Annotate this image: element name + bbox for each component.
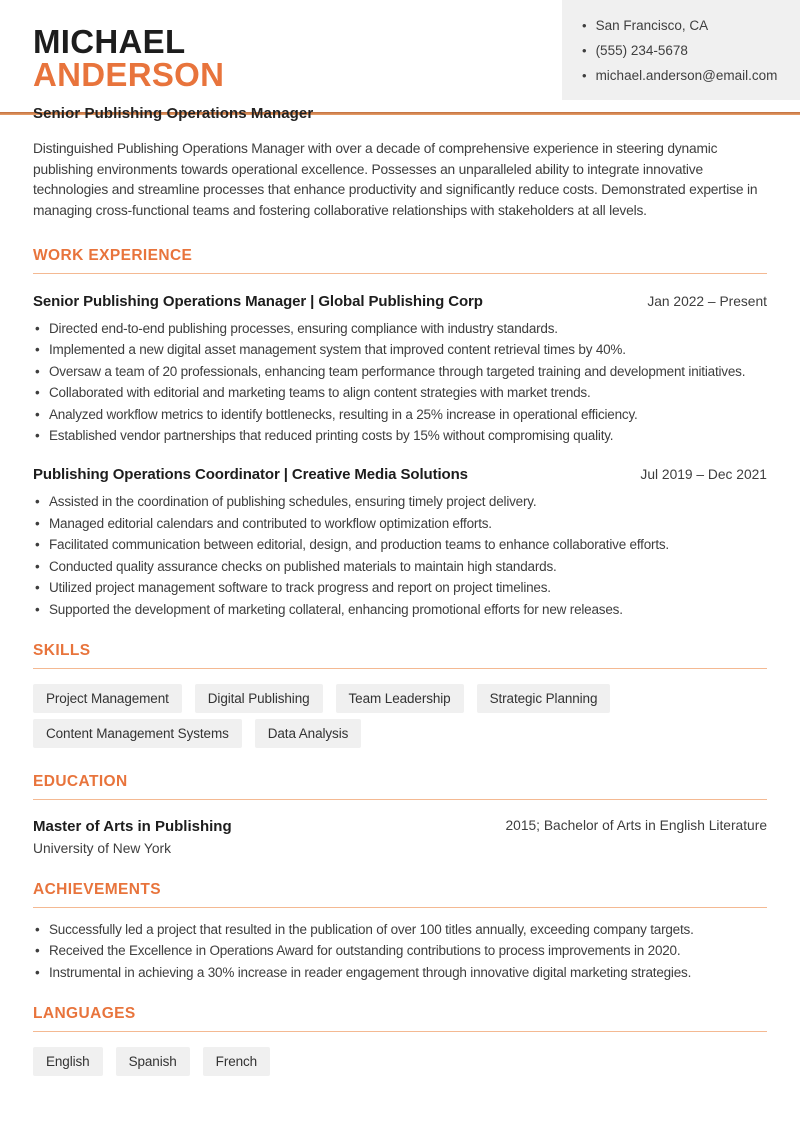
contact-text: (555) 234-5678 xyxy=(595,43,688,58)
job-list xyxy=(33,293,767,617)
job-bullet-item: • Implemented a new digital asset management system that improved content retrieval times by 40%. xyxy=(33,343,767,357)
job-bullet-list xyxy=(33,495,767,617)
header-job-title: Senior Publishing Operations Manager xyxy=(33,105,314,122)
education-degree: Master of Arts in Publishing xyxy=(33,817,232,835)
job-bullet-item: • Utilized project management software to track progress and report on project timelines. xyxy=(33,581,767,595)
header xyxy=(33,0,778,122)
contact-item xyxy=(582,38,788,63)
section-title-skills: SKILLS xyxy=(33,642,767,669)
skill-tag: Team Leadership xyxy=(336,684,464,713)
achievement-item: • Instrumental in achieving a 30% increase in reader engagement through innovative digital marketing strategies. xyxy=(33,966,767,980)
contact-text: San Francisco, CA xyxy=(595,18,709,33)
job-title: Senior Publishing Operations Manager | Global Publishing Corp xyxy=(33,292,483,310)
skill-tag-list xyxy=(33,684,767,748)
job-bullet-item: • Assisted in the coordination of publishing schedules, ensuring timely project delivery. xyxy=(33,495,767,509)
contact-item xyxy=(582,13,788,38)
summary-paragraph: Distinguished Publishing Operations Manager with over a decade of comprehensive experience in steering dynamic publishing environments towards operational excellence. Possesses an unparalleled ability to integrate innovative technologies and streamline processes that enhance productivity and significantly reduce costs. Demonstrated expertise in managing cross-functional teams and fostering collaborative relationships with stakeholders at all levels. xyxy=(33,141,758,219)
job-date: Jul 2019 – Dec 2021 xyxy=(640,467,767,483)
section-title-languages: LANGUAGES xyxy=(33,1005,767,1032)
education-school: University of New York xyxy=(33,840,172,856)
achievement-list xyxy=(33,923,767,980)
section-work-experience xyxy=(33,247,767,617)
first-name: MICHAEL xyxy=(33,23,186,60)
skill-tag: Digital Publishing xyxy=(195,684,323,713)
job-title: Publishing Operations Coordinator | Creative Media Solutions xyxy=(33,466,468,484)
job-date: Jan 2022 – Present xyxy=(647,293,767,309)
contact-text: michael.anderson@email.com xyxy=(595,68,778,83)
skill-tag: Project Management xyxy=(33,684,182,713)
education-details: 2015; Bachelor of Arts in English Literature xyxy=(505,817,767,833)
section-languages xyxy=(33,1005,767,1076)
education-entry xyxy=(33,818,767,856)
bullet-icon: • xyxy=(582,68,587,83)
job-entry xyxy=(33,293,767,444)
job-bullet-item: • Established vendor partnerships that reduced printing costs by 15% without compromising quality. xyxy=(33,429,767,443)
skill-tag: Data Analysis xyxy=(255,719,362,748)
job-header xyxy=(33,293,767,310)
education-left xyxy=(33,818,232,856)
job-bullet-item: • Facilitated communication between editorial, design, and production teams to enhance collaborative efforts. xyxy=(33,538,767,552)
bullet-icon: • xyxy=(582,43,587,58)
job-bullet-item: • Managed editorial calendars and contributed to workflow optimization efforts. xyxy=(33,517,767,531)
achievement-item: • Received the Excellence in Operations Award for outstanding contributions to process improvements in 2020. xyxy=(33,944,767,958)
job-bullet-item: • Analyzed workflow metrics to identify bottlenecks, resulting in a 25% increase in operational efficiency. xyxy=(33,408,767,422)
last-name: ANDERSON xyxy=(33,56,225,93)
job-bullet-item: • Collaborated with editorial and marketing teams to align content strategies with market trends. xyxy=(33,386,767,400)
bullet-icon: • xyxy=(582,18,587,33)
achievement-item: • Successfully led a project that resulted in the publication of over 100 titles annually, exceeding company targets. xyxy=(33,923,767,937)
section-title-education: EDUCATION xyxy=(33,773,767,800)
contact-box xyxy=(562,0,800,100)
section-title-work: WORK EXPERIENCE xyxy=(33,247,767,274)
language-tag-list xyxy=(33,1047,767,1076)
job-bullet-item: • Supported the development of marketing collateral, enhancing promotional efforts for new releases. xyxy=(33,603,767,617)
language-tag: English xyxy=(33,1047,103,1076)
language-tag: French xyxy=(203,1047,270,1076)
job-bullet-item: • Conducted quality assurance checks on published materials to maintain high standards. xyxy=(33,560,767,574)
skill-tag: Strategic Planning xyxy=(477,684,611,713)
language-tag: Spanish xyxy=(116,1047,190,1076)
section-achievements xyxy=(33,881,767,980)
job-bullet-list xyxy=(33,322,767,444)
contact-item xyxy=(582,63,788,88)
job-bullet-item: • Oversaw a team of 20 professionals, enhancing team performance through targeted training and development initiatives. xyxy=(33,365,767,379)
section-education xyxy=(33,773,767,856)
job-bullet-item: • Directed end-to-end publishing processes, ensuring compliance with industry standards. xyxy=(33,322,767,336)
job-header xyxy=(33,466,767,483)
skill-tag: Content Management Systems xyxy=(33,719,242,748)
section-skills xyxy=(33,642,767,748)
job-entry xyxy=(33,466,767,617)
section-title-achievements: ACHIEVEMENTS xyxy=(33,881,767,908)
